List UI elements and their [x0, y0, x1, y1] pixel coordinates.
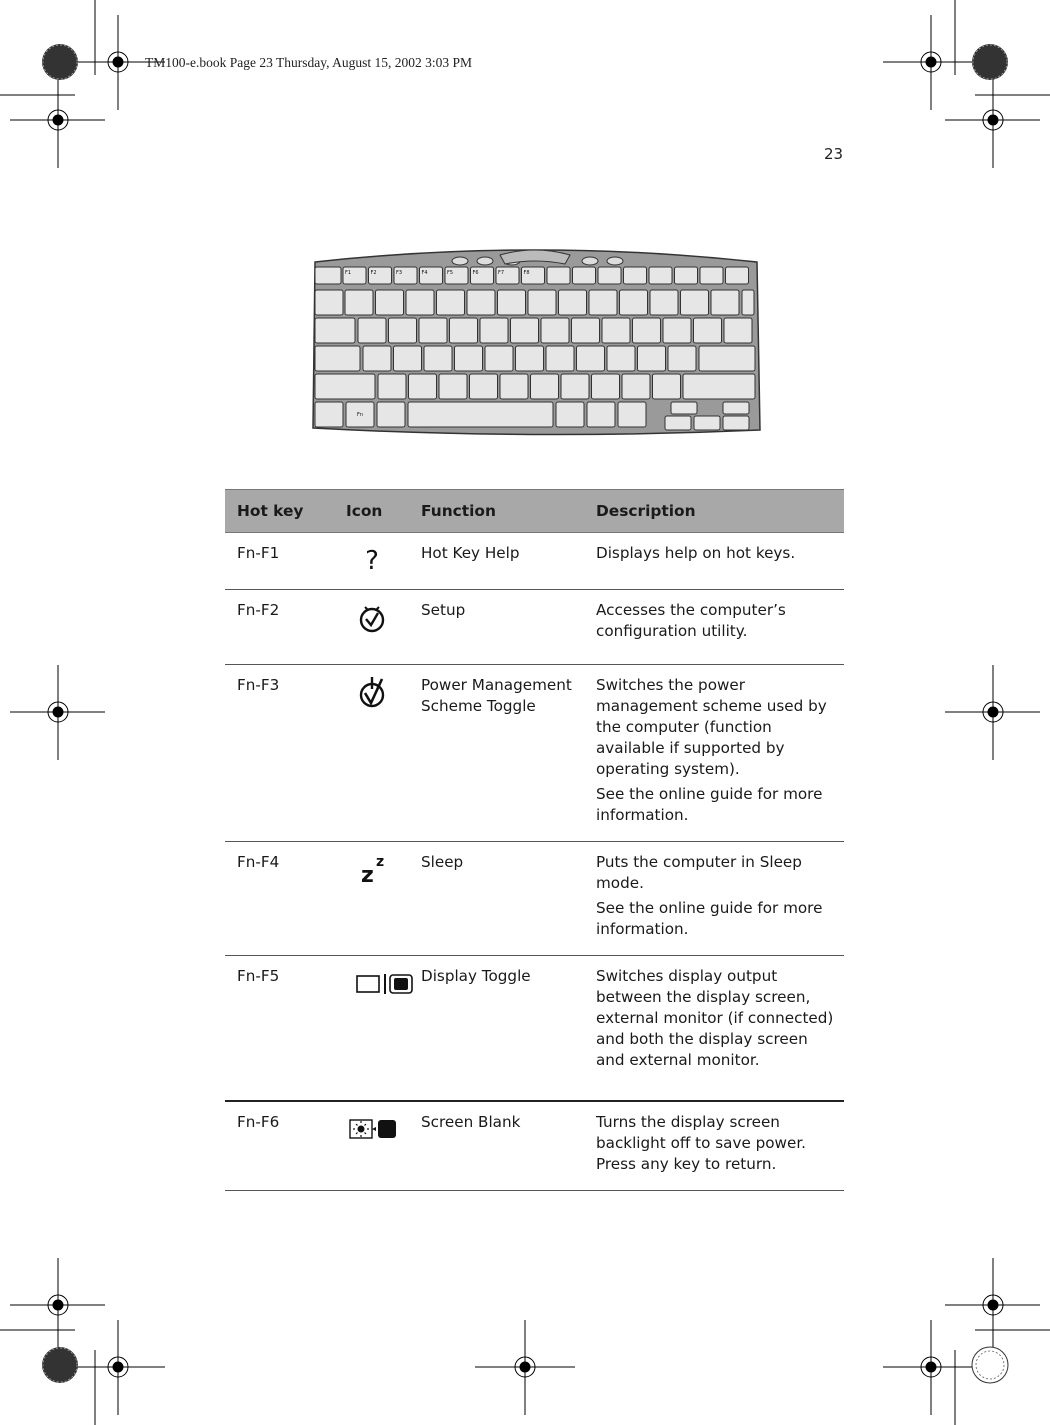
function-key-label: F1: [345, 270, 352, 276]
description-cell: Turns the display screen backlight off to save power. Press any key to return.: [584, 1101, 844, 1191]
keyboard-key: [724, 318, 752, 343]
keyboard-key: [742, 290, 754, 315]
setup-icon: [355, 596, 389, 642]
table-row: [225, 956, 844, 1101]
keyboard-key: [480, 318, 508, 343]
keyboard-key: [699, 346, 755, 371]
keyboard-key: [683, 374, 755, 399]
keyboard-key: [650, 290, 678, 315]
keyboard-key: [649, 267, 672, 284]
icon-cell: [334, 956, 409, 1101]
space-bar: [408, 402, 553, 427]
keyboard-key: [541, 318, 569, 343]
description-cell: Puts the computer in Sleep mode. See the online guide for more information.: [584, 842, 844, 956]
keyboard-key: [572, 318, 600, 343]
question-mark-icon: [357, 539, 387, 579]
keyboard-key: [516, 346, 544, 371]
keyboard-key: [406, 290, 434, 315]
keyboard-key: [675, 267, 698, 284]
keyboard-key: [700, 267, 723, 284]
screen-blank-icon: [348, 1108, 400, 1150]
icon-cell: [334, 533, 409, 590]
table-row: [225, 842, 844, 956]
keyboard-key: [315, 374, 375, 399]
description-cell: Accesses the computer’s configuration utility.: [584, 590, 844, 665]
keyboard-key: [587, 402, 615, 427]
hotkey-cell: Fn-F2: [225, 590, 334, 665]
function-cell: Hot Key Help: [409, 533, 584, 590]
keyboard-key: [598, 267, 621, 284]
keyboard-key: [424, 346, 452, 371]
svg-text:?: ?: [364, 546, 379, 573]
keyboard-key: [577, 346, 605, 371]
keyboard-key: [556, 402, 584, 427]
table-row: [225, 1101, 844, 1191]
keyboard-key: [378, 374, 406, 399]
function-cell: Display Toggle: [409, 956, 584, 1101]
keyboard-key: [620, 290, 648, 315]
keyboard-key: [663, 318, 691, 343]
function-key-label: F5: [447, 270, 454, 276]
keyboard-key: [589, 290, 617, 315]
keyboard-key: [409, 374, 437, 399]
keyboard-key: [633, 318, 661, 343]
keyboard-key: [455, 346, 483, 371]
keyboard-key: [592, 374, 620, 399]
description-cell: Switches display output between the display screen, external monitor (if connected) and both the display screen and external monitor.: [584, 956, 844, 1101]
keyboard-key: [376, 290, 404, 315]
keyboard-key: [528, 290, 556, 315]
page-number: 23: [824, 145, 844, 163]
function-key-label: F2: [370, 270, 377, 276]
fn-key-label: Fn: [357, 412, 364, 418]
keyboard-key: [602, 318, 630, 343]
keyboard-key: [439, 374, 467, 399]
svg-text:z: z: [375, 854, 384, 870]
keyboard-key: [315, 290, 343, 315]
function-key-label: F6: [472, 270, 479, 276]
keyboard-illustration: [305, 240, 765, 445]
sleep-icon: [355, 848, 389, 894]
keyboard-key: [547, 267, 570, 284]
icon-cell: [334, 1101, 409, 1191]
keyboard-key: [668, 346, 696, 371]
function-cell: Power Management Scheme Toggle: [409, 665, 584, 842]
keyboard-key: [389, 318, 417, 343]
arrow-left-key: [665, 416, 691, 430]
power-management-icon: [355, 671, 389, 717]
hotkey-cell: Fn-F1: [225, 533, 334, 590]
keyboard-key: [315, 318, 355, 343]
book-header-line: TM100-e.book Page 23 Thursday, August 15, 2002 3:03 PM: [145, 55, 472, 70]
icon-cell: [334, 842, 409, 956]
keyboard-key: [315, 402, 343, 427]
keyboard-key: [607, 346, 635, 371]
keyboard-key: [573, 267, 596, 284]
keyboard-key: [726, 267, 749, 284]
description-cell: Switches the power management scheme used by the computer (function available if supported by operating system). See the online guide for more information.: [584, 665, 844, 842]
keyboard-key: [723, 402, 749, 414]
keyboard-key: [315, 346, 360, 371]
column-header-function: Function: [409, 490, 584, 533]
display-toggle-icon: [354, 962, 414, 1004]
keyboard-key: [638, 346, 666, 371]
keyboard-key: [470, 374, 498, 399]
keyboard-key: [500, 374, 528, 399]
keyboard-key: [394, 346, 422, 371]
keyboard-key: [437, 290, 465, 315]
keyboard-key: [377, 402, 405, 427]
function-key-label: F4: [421, 270, 428, 276]
keyboard-key: [711, 290, 739, 315]
function-cell: Screen Blank: [409, 1101, 584, 1191]
keyboard-key: [681, 290, 709, 315]
keyboard-key: [498, 290, 526, 315]
keyboard-key: [694, 318, 722, 343]
keyboard-key: [531, 374, 559, 399]
table-row: [225, 590, 844, 665]
keyboard-key: [485, 346, 513, 371]
hotkey-cell: Fn-F4: [225, 842, 334, 956]
keyboard-key: [624, 267, 647, 284]
icon-cell: [334, 665, 409, 842]
hotkey-cell: Fn-F5: [225, 956, 334, 1101]
keyboard-key: [450, 318, 478, 343]
keyboard-key: [345, 290, 373, 315]
hotkey-cell: Fn-F3: [225, 665, 334, 842]
arrow-down-key: [694, 416, 720, 430]
keyboard-key: [315, 267, 341, 284]
keyboard-key: [618, 402, 646, 427]
keyboard-key: [358, 318, 386, 343]
function-cell: Sleep: [409, 842, 584, 956]
keyboard-key: [622, 374, 650, 399]
arrow-right-key: [723, 416, 749, 430]
column-header-hotkey: Hot key: [225, 490, 334, 533]
hotkey-cell: Fn-F6: [225, 1101, 334, 1191]
function-cell: Setup: [409, 590, 584, 665]
table-header-row: [225, 490, 844, 533]
keyboard-key: [653, 374, 681, 399]
keyboard-key: [511, 318, 539, 343]
description-cell: Displays help on hot keys.: [584, 533, 844, 590]
function-key-label: F8: [523, 270, 530, 276]
function-key-label: F7: [498, 270, 505, 276]
table-row: [225, 665, 844, 842]
keyboard-key: [467, 290, 495, 315]
column-header-icon: Icon: [334, 490, 409, 533]
function-key-label: F3: [396, 270, 403, 276]
keyboard-key: [561, 374, 589, 399]
icon-cell: [334, 590, 409, 665]
arrow-up-key: [671, 402, 697, 414]
keyboard-key: [419, 318, 447, 343]
svg-text:z: z: [360, 863, 374, 888]
column-header-description: Description: [584, 490, 844, 533]
hotkey-table: [225, 489, 844, 1191]
table-row: [225, 533, 844, 590]
keyboard-key: [559, 290, 587, 315]
keyboard-key: [546, 346, 574, 371]
keyboard-key: [363, 346, 391, 371]
